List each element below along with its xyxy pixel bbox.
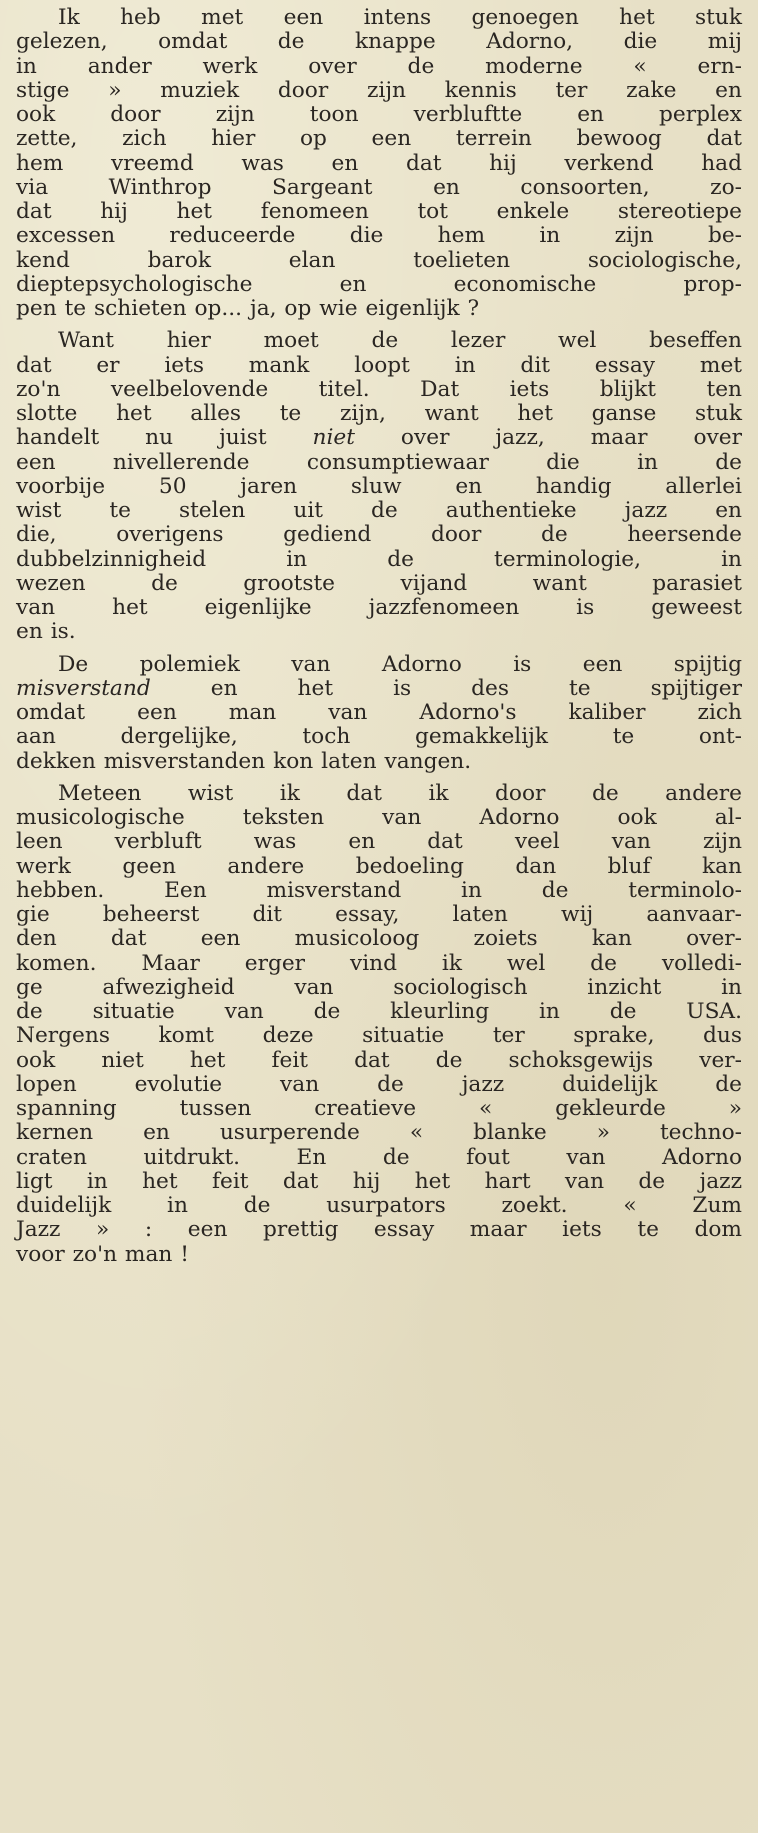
text-line: wezen de grootste vijand want parasiet [16, 570, 742, 596]
text-line: kend barok elan toelieten sociologische, [16, 247, 742, 273]
text-line: dat hij het fenomeen tot enkele stereotiepe [16, 199, 742, 224]
text-line: ook niet het feit dat de schoksgewijs ver- [16, 1047, 742, 1073]
text-line: dekken misverstanden kon laten vangen. [16, 748, 472, 774]
text-line: Nergens komt deze situatie ter sprake, dus [16, 1023, 742, 1049]
text-line: een nivellerende consumptiewaar die in de [16, 449, 742, 475]
text-line: voorbije 50 jaren sluw en handig allerlei [16, 473, 742, 499]
text-line: werk geen andere bedoeling dan bluf kan [16, 853, 742, 879]
text-line: die, overigens gediend door de heersende [16, 522, 742, 548]
text-line: duidelijk in de usurpators zoekt. « Zum [16, 1193, 742, 1218]
article-paragraph [16, 6, 742, 321]
text-line: ook door zijn toon verbluftte en perplex [16, 102, 742, 127]
text-line: via Winthrop Sargeant en consoorten, zo- [16, 174, 742, 200]
text-line: gie beheerst dit essay, laten wij aanvaar- [16, 902, 742, 927]
text-line: Ik heb met een intens genoegen het stuk [58, 5, 742, 30]
text-line: stige » muziek door zijn kennis ter zake en [16, 77, 742, 103]
text-line: omdat een man van Adorno's kaliber zich [16, 700, 742, 725]
text-line: hebben. Een misverstand in de terminolo- [16, 877, 742, 903]
text-line: pen te schieten op... ja, op wie eigenlijk ? [16, 296, 480, 321]
text-line: handelt nu juist niet over jazz, maar over [16, 425, 742, 451]
text-line: Meteen wist ik dat ik door de andere [58, 780, 742, 806]
text-line: komen. Maar erger vind ik wel de volledi- [16, 950, 742, 976]
text-line: dubbelzinnigheid in de terminologie, in [16, 546, 742, 572]
emphasis-text: niet [312, 425, 355, 451]
text-line: misverstand en het is des te spijtiger [16, 675, 742, 701]
text-line: den dat een musicoloog zoiets kan over- [16, 926, 742, 952]
article-paragraph [16, 329, 742, 644]
text-line: De polemiek van Adorno is een spijtig [58, 651, 742, 677]
article-column [16, 0, 742, 1833]
text-line: wist te stelen uit de authentieke jazz en [16, 498, 742, 523]
text-line: slotte het alles te zijn, want het ganse stuk [16, 401, 742, 426]
text-line: de situatie van de kleurling in de USA. [16, 999, 742, 1024]
text-line: dat er iets mank loopt in dit essay met [16, 352, 742, 378]
text-line: leen verbluft was en dat veel van zijn [16, 829, 742, 855]
text-line: voor zo'n man ! [16, 1241, 190, 1267]
text-line: Want hier moet de lezer wel beseffen [58, 328, 742, 354]
text-line: ge afwezigheid van sociologisch inzicht in [16, 974, 742, 1000]
emphasis-text: misverstand [16, 675, 151, 701]
text-line: en is. [16, 619, 76, 645]
text-line: Jazz » : een prettig essay maar iets te dom [16, 1217, 742, 1243]
text-line: craten uitdrukt. En de fout van Adorno [16, 1144, 742, 1170]
text-line: van het eigenlijke jazzfenomeen is geweest [16, 595, 742, 620]
text-line: gelezen, omdat de knappe Adorno, die mij [16, 29, 742, 55]
text-line: kernen en usurperende « blanke » techno- [16, 1120, 742, 1146]
text-line: zo'n veelbelovende titel. Dat iets blijkt ten [16, 376, 742, 402]
text-line: in ander werk over de moderne « ern- [16, 53, 742, 79]
article-paragraph [16, 653, 742, 774]
text-line: spanning tussen creatieve « gekleurde » [16, 1096, 742, 1121]
text-line: musicologische teksten van Adorno ook al- [16, 805, 742, 830]
text-line: ligt in het feit dat hij het hart van de jazz [16, 1168, 742, 1194]
text-line: lopen evolutie van de jazz duidelijk de [16, 1071, 742, 1097]
article-paragraph [16, 782, 742, 1267]
text-line: aan dergelijke, toch gemakkelijk te ont- [16, 724, 742, 750]
text-line: hem vreemd was en dat hij verkend had [16, 150, 742, 176]
text-line: excessen reduceerde die hem in zijn be- [16, 223, 742, 249]
text-line: zette, zich hier op een terrein bewoog dat [16, 126, 742, 152]
text-line: dieptepsychologische en economische prop- [16, 271, 742, 297]
